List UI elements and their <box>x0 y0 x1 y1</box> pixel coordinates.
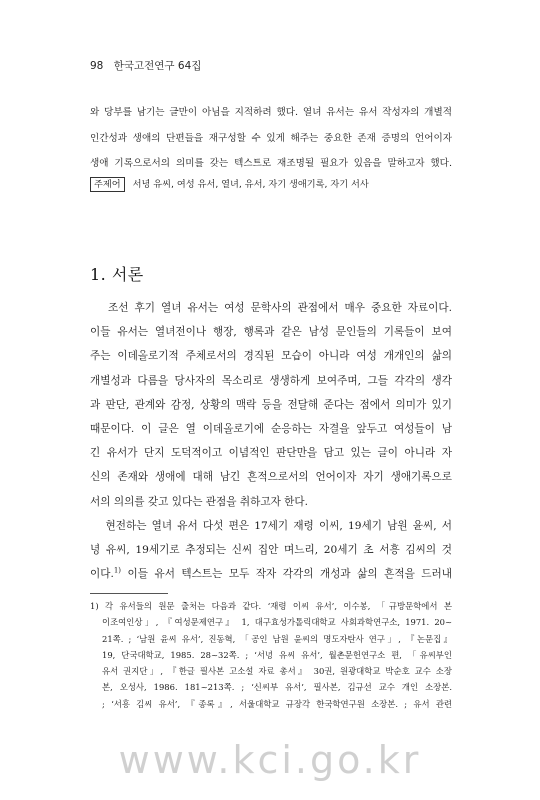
running-header <box>90 58 201 73</box>
body-line: 때문이다. 이 글은 열 이데올로기에 순응하는 자결을 앞두고 여성들이 남 <box>90 423 452 436</box>
body-line-with-note <box>90 562 452 586</box>
footnote-line: 이조여인상」, 『여성문제연구』 1, 대구효성가톨릭대학교 사회과학연구소, 1971. 20~ <box>102 617 452 628</box>
section-title: 1. 서론 <box>90 265 144 284</box>
body-line: 개별성과 다름을 당사자의 목소리로 생생하게 보여주며, 그들 각각의 생각 <box>90 374 452 387</box>
body-text-segment: 이들 유서 텍스트는 모두 작자 각각의 개성과 삶의 흔적을 드러내 <box>121 568 452 581</box>
body-line: 현전하는 열녀 유서 다섯 편은 17세기 재령 이씨, 19세기 남원 윤씨, 서 <box>90 519 452 532</box>
footnote-line: 1) 각 유서들의 원문 출처는 다음과 같다. ‘재령 이씨 유서’, 이수봉, 「규방문학에서 본 <box>90 601 452 611</box>
body-line: 녕 유씨, 19세기로 추정되는 신씨 집안 며느리, 20세기 초 서흥 김씨의 것 <box>90 544 452 557</box>
abstract-line: 와 당부를 남기는 글만이 아님을 지적하려 했다. 열녀 유서는 유서 작성자의 개별적 <box>90 107 452 118</box>
footnote-line: 본, 오성사, 1986. 181~213쪽. ; ‘신씨부 유서’, 필사본, 김규선 교수 개인 소장본. <box>102 682 452 693</box>
body-line: 과 판단, 관계와 감정, 상황의 맥락 등을 전달해 준다는 점에서 의미가 있기 <box>90 398 452 411</box>
body-line: 신의 존재와 생애에 대해 남긴 흔적으로서의 언어이자 자기 생애기록으로 <box>90 471 452 484</box>
body-text <box>90 296 452 586</box>
footnote-line: 유서 권지단」, 『한글 필사본 고소설 자료 총서』 30권, 원광대학교 박순호 교수 소장 <box>102 666 452 677</box>
footnote <box>90 598 452 712</box>
body-line: 서의 의의를 갖고 있다는 관점을 취하고자 한다. <box>90 495 309 508</box>
body-line: 긴 유서가 단지 도덕적이고 이념적인 판단만을 담고 있는 글이 아니라 자 <box>90 447 452 460</box>
watermark: www.kci.go.kr <box>118 738 422 782</box>
journal-title: 한국고전연구 64집 <box>113 60 202 72</box>
abstract-tail <box>90 100 452 177</box>
footnote-line: 21쪽. ; ‘남원 윤씨 유서’, 진동혁, 「공인 남원 윤씨의 명도자탄사 연구」, 『논문집』 <box>102 633 452 644</box>
abstract-line: 생애 기록으로서의 의미를 갖는 텍스트로 재조명될 필요가 있음을 말하고자 했다. <box>90 158 452 169</box>
keywords-text: 서녕 유씨, 여성 유서, 열녀, 유서, 자기 생애기록, 자기 서사 <box>132 179 369 190</box>
body-line: 이들 유서는 열녀전이나 행장, 행록과 같은 남성 문인들의 기록들이 보여 <box>90 326 452 339</box>
footnote-line: 19, 단국대학교, 1985. 28~32쪽. ; ‘서녕 유씨 유서’, 월촌문헌연구소 편, 「유씨부인 <box>102 649 452 660</box>
body-line: 조선 후기 열녀 유서는 여성 문학사의 관점에서 매우 중요한 자료이다. <box>90 302 452 314</box>
page-number: 98 <box>90 60 104 72</box>
body-line: 주는 이데올로기적 주체로서의 경직된 모습이 아니라 여성 개개인의 삶의 <box>90 350 452 363</box>
body-text-segment: 이다. <box>90 568 114 581</box>
abstract-line: 인간성과 생애의 단편들을 재구성할 수 있게 해주는 중요한 존재 증명의 언어이자 <box>90 132 452 144</box>
footnote-divider <box>90 593 168 594</box>
footnote-ref[interactable]: 1) <box>113 566 122 575</box>
keywords-label: 주제어 <box>90 177 125 192</box>
footnote-line: ; ‘서흥 김씨 유서’, 『종록』, 서울대학교 규장각 한국학연구원 소장본. ; 유서 관련 <box>102 698 452 709</box>
keywords <box>90 177 462 193</box>
